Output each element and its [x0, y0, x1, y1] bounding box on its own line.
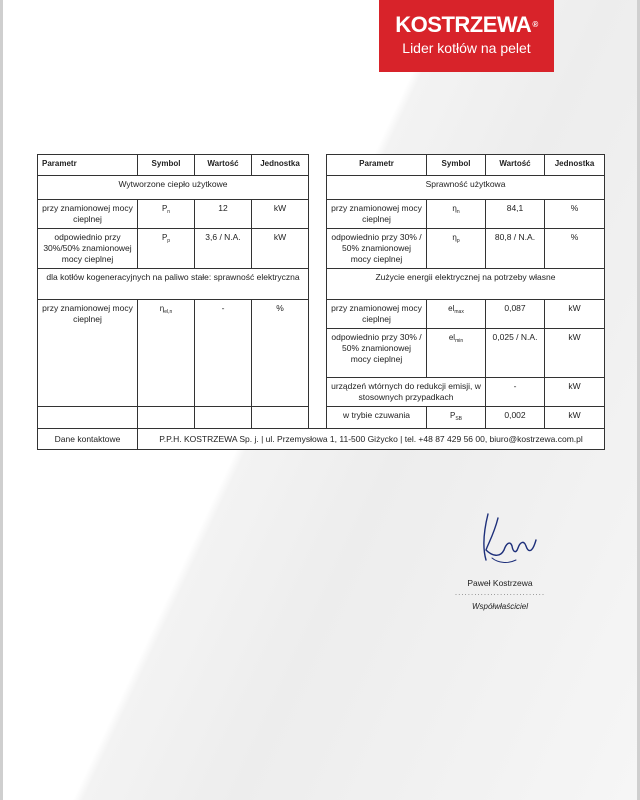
- contact-row: [38, 429, 605, 450]
- unit-right: kW: [545, 378, 605, 407]
- column-gap: [309, 155, 327, 176]
- unit-left: %: [252, 300, 309, 407]
- brand-tagline: Lider kotłów na pelet: [402, 40, 531, 56]
- brand-name: KOSTRZEWA®: [395, 12, 538, 37]
- symbol-left: $P_n$: [138, 200, 195, 229]
- symbol-left: $P_p$: [138, 229, 195, 269]
- signer-name: Paweł Kostrzewa: [467, 578, 533, 588]
- section-row: [38, 176, 605, 200]
- param-left: przy znamionowej mocy cieplnej: [38, 300, 138, 407]
- param-right: odpowiednio przy 30% / 50% znamionowej mocy cieplnej: [327, 229, 427, 269]
- param-right: przy znamionowej mocy cieplnej: [327, 200, 427, 229]
- param-left: przy znamionowej mocy cieplnej: [38, 200, 138, 229]
- section-row: [38, 269, 605, 300]
- col-header-wartosc-right: Wartość: [486, 155, 545, 176]
- param-right: urządzeń wtórnych do redukcji emisji, w stosownych przypadkach: [327, 378, 486, 407]
- col-header-jednostka-right: Jednostka: [545, 155, 605, 176]
- unit-right: %: [545, 200, 605, 229]
- brand-logo: [379, 0, 554, 72]
- value-right: 0,025 / N.A.: [486, 329, 545, 378]
- symbol-right: $el_{min}$: [427, 329, 486, 378]
- value-right: 80,8 / N.A.: [486, 229, 545, 269]
- column-gap: [309, 407, 327, 429]
- empty-cell: [252, 407, 309, 429]
- unit-right: kW: [545, 407, 605, 429]
- table-row: [38, 229, 605, 269]
- symbol-right: $P_{SB}$: [427, 407, 486, 429]
- column-gap: [309, 329, 327, 378]
- unit-left: kW: [252, 200, 309, 229]
- contact-info: P.P.H. KOSTRZEWA Sp. j. | ul. Przemysłowa 1, 11-500 Giżycko | tel. +48 87 429 56 00, biuro@kostrzewa.com.pl: [138, 429, 605, 450]
- column-gap: [309, 176, 327, 200]
- param-right: odpowiednio przy 30% / 50% znamionowej mocy cieplnej: [327, 329, 427, 378]
- value-right: 0,087: [486, 300, 545, 329]
- column-gap: [309, 300, 327, 329]
- param-right: przy znamionowej mocy cieplnej: [327, 300, 427, 329]
- signer-role: Współwłaściciel: [471, 602, 528, 611]
- col-header-symbol-left: Symbol: [138, 155, 195, 176]
- col-header-symbol-right: Symbol: [427, 155, 486, 176]
- col-header-parametr-left: Parametr: [38, 155, 138, 176]
- value-left: 12: [195, 200, 252, 229]
- col-header-parametr-right: Parametr: [327, 155, 427, 176]
- symbol-right: $\eta_p$: [427, 229, 486, 269]
- section-efficiency: Sprawność użytkowa: [327, 176, 605, 200]
- symbol-left: $\eta_{el,n}$: [138, 300, 195, 407]
- section-electrical-efficiency: dla kotłów kogeneracyjnych na paliwo stałe: sprawność elektryczna: [38, 269, 309, 300]
- symbol-right: $el_{max}$: [427, 300, 486, 329]
- contact-label: Dane kontaktowe: [38, 429, 138, 450]
- section-electricity-consumption: Zużycie energii elektrycznej na potrzeby własne: [327, 269, 605, 300]
- table-header-row: [38, 155, 605, 176]
- empty-cell: [138, 407, 195, 429]
- column-gap: [309, 229, 327, 269]
- unit-right: kW: [545, 329, 605, 378]
- signature-image: [478, 510, 540, 568]
- section-heat-output: Wytworzone ciepło użytkowe: [38, 176, 309, 200]
- col-header-jednostka-left: Jednostka: [252, 155, 309, 176]
- unit-right: kW: [545, 300, 605, 329]
- unit-left: kW: [252, 229, 309, 269]
- value-right: -: [486, 378, 545, 407]
- value-right: 0,002: [486, 407, 545, 429]
- col-header-wartosc-left: Wartość: [195, 155, 252, 176]
- column-gap: [309, 378, 327, 407]
- empty-cell: [195, 407, 252, 429]
- param-right: w trybie czuwania: [327, 407, 427, 429]
- value-left: 3,6 / N.A.: [195, 229, 252, 269]
- table-row: [38, 300, 605, 329]
- column-gap: [309, 269, 327, 300]
- column-gap: [309, 200, 327, 229]
- signature-dotted-line: ............................: [454, 588, 546, 597]
- table-row: [38, 407, 605, 429]
- symbol-right: $\eta_n$: [427, 200, 486, 229]
- param-left: odpowiednio przy 30%/50% znamionowej mocy cieplnej: [38, 229, 138, 269]
- empty-cell: [38, 407, 138, 429]
- table-row: [38, 200, 605, 229]
- spec-table: [37, 154, 605, 450]
- value-right: 84,1: [486, 200, 545, 229]
- unit-right: %: [545, 229, 605, 269]
- value-left: -: [195, 300, 252, 407]
